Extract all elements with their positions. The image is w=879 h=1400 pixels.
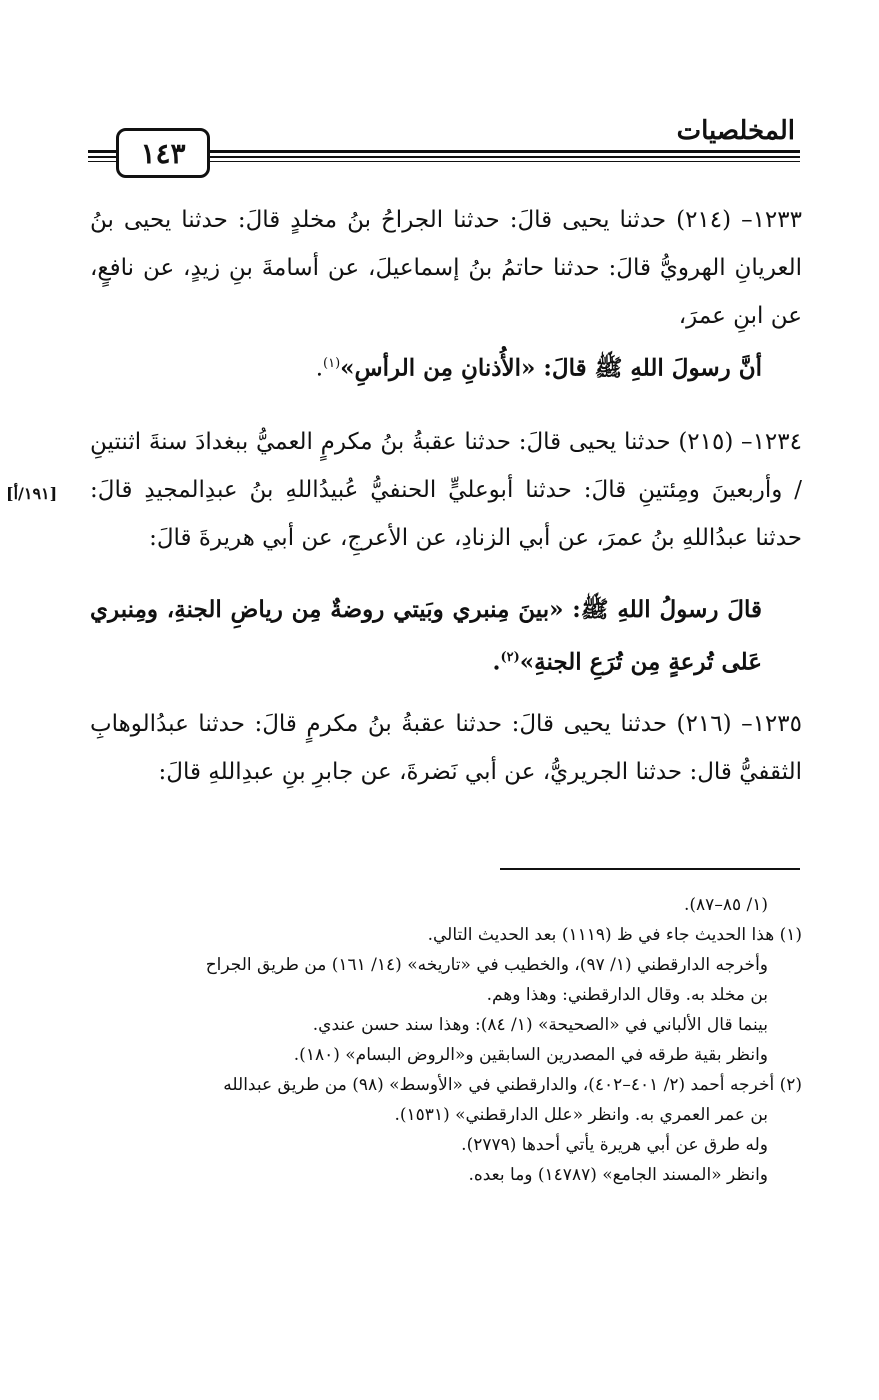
footnote-2-line: وانظر «المسند الجامع» (١٤٧٨٧) وما بعده.: [468, 1165, 768, 1185]
hadith-1233: [90, 196, 802, 393]
footnote-1: (١) هذا الحديث جاء في ظ (١١١٩) بعد الحديث التالي.: [427, 925, 802, 945]
page-number: [116, 128, 210, 178]
footnote-1-line: وانظر بقية طرقه في المصدرين السابقين و«الروض البسام» (١٨٠).: [293, 1045, 768, 1065]
hadith-1235: [90, 700, 802, 796]
running-title: المخلصيات: [673, 116, 799, 146]
isnad-1233: ١٢٣٣– (٢١٤) حدثنا يحيى قالَ: حدثنا الجراحُ بنُ مخلدٍ قالَ: حدثنا يحيى بنُ العريانِ الهرويُّ قالَ: حدثنا حاتمُ بنُ إسماعيلَ، عن أسامةَ بنِ زيدٍ، عن نافعٍ، عن ابنِ عمرَ،: [90, 207, 802, 329]
isnad-1234: ١٢٣٤– (٢١٥) حدثنا يحيى قالَ: حدثنا عقبةُ بنُ مكرمٍ العميُّ ببغدادَ سنةَ اثنتينِ / وأربعينَ ومِئتينِ قالَ: حدثنا أبوعليٍّ الحنفيُّ عُبيدُاللهِ بنُ عبدِالمجيدِ قالَ: حدثنا عبدُاللهِ بنُ عمرَ، عن أبي الزنادِ، عن الأعرجِ، عن أبي هريرةَ قالَ:: [90, 429, 802, 551]
footnote-2: (٢) أخرجه أحمد (٢/ ٤٠١–٤٠٢)، والدارقطني في «الأوسط» (٩٨) من طريق عبدالله: [223, 1075, 802, 1095]
hadith-1234: [90, 418, 802, 562]
manuscript-folio-ref: [١٩١/أ]: [6, 484, 58, 503]
matn-1234-body: قالَ رسولُ اللهِ ﷺ: «بينَ مِنبري وبَيتي روضةٌ مِن رياضِ الجنةِ، ومِنبري عَلى تُرعةٍ مِن تُرَعِ الجنةِ»: [90, 596, 762, 676]
footnote-carry: (١/ ٨٥–٨٧).: [684, 895, 768, 915]
page-number-text: ١٤٣: [140, 136, 186, 170]
matn-1234: [90, 586, 802, 687]
matn-1233-text: أنَّ رسولَ اللهِ ﷺ قالَ: «الأُذنانِ مِن الرأسِ»: [340, 354, 762, 382]
footnote-2-line: وله طرق عن أبي هريرة يأتي أحدها (٢٧٧٩).: [461, 1135, 768, 1155]
footnotes: [84, 890, 802, 1190]
matn-1234-text: قالَ رسولُ اللهِ ﷺ: «بينَ مِنبري وبَيتي روضةٌ مِن رياضِ الجنةِ، ومِنبري عَلى تُرعةٍ مِن تُرَعِ الجنةِ»$^{(٢)}$.: [90, 596, 762, 676]
footnote-1-line: بينما قال الألباني في «الصحيحة» (١/ ٨٤): وهذا سند حسن عندي.: [312, 1015, 768, 1035]
footnote-separator: [500, 868, 800, 870]
footnote-1-line: وأخرجه الدارقطني (١/ ٩٧)، والخطيب في «تاريخه» (١٤/ ١٦١) من طريق الجراح: [205, 955, 768, 975]
footnote-1-line: بن مخلد به. وقال الدارقطني: وهذا وهم.: [486, 985, 768, 1005]
footnote-marker[interactable]: (٢): [500, 650, 520, 665]
footnote-2-line: بن عمر العمري به. وانظر «علل الدارقطني» (١٥٣١).: [394, 1105, 768, 1125]
footnote-marker[interactable]: (١): [323, 356, 341, 371]
matn-1233: أنَّ رسولَ اللهِ ﷺ قالَ: «الأُذنانِ مِن الرأسِ»$^{(١)}$.: [315, 354, 762, 382]
isnad-1235: ١٢٣٥– (٢١٦) حدثنا يحيى قالَ: حدثنا عقبةُ بنُ مكرمٍ قالَ: حدثنا عبدُالوهابِ الثقفيُّ قال: حدثنا الجريريُّ، عن أبي نَضرةَ، عن جابرِ بنِ عبدِاللهِ قالَ:: [90, 711, 802, 785]
